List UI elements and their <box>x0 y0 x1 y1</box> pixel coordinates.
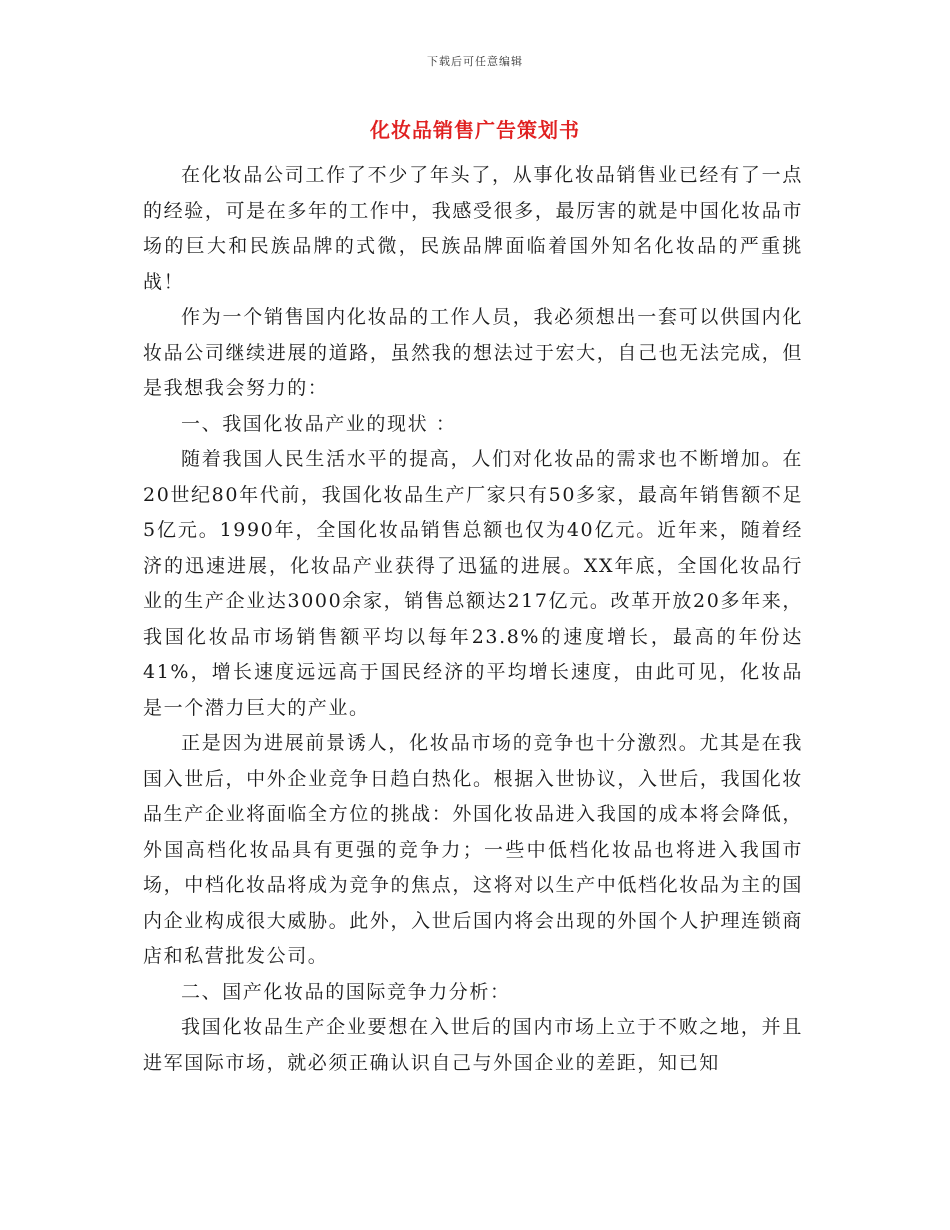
paragraph-competition: 正是因为进展前景诱人，化妆品市场的竞争也十分激烈。尤其是在我国入世后，中外企业竞争日趋白热化。根据入世协议，入世后，我国化妆品生产企业将面临全方位的挑战：外国化妆品进入我国的成本将会降低，外国高档化妆品具有更强的竞争力；一些中低档化妆品也将进入我国市场，中档化妆品将成为竞争的焦点，这将对以生产中低档化妆品为主的国内企业构成很大威胁。此外，入世后国内将会出现的外国个人护理连锁商店和私营批发公司。 <box>143 732 803 967</box>
paragraph-intro: 在化妆品公司工作了不少了年头了，从事化妆品销售业已经有了一点的经验，可是在多年的工作中，我感受很多，最厉害的就是中国化妆品市场的巨大和民族品牌的式微，民族品牌面临着国外知名化妆品的严重挑战！ <box>143 164 803 293</box>
section-heading-industry-status: 一、我国化妆品产业的现状 ： <box>181 412 457 435</box>
document-title: 化妆品销售广告策划书 <box>370 118 580 142</box>
section-heading-competitiveness: 二、国产化妆品的国际竞争力分析： <box>181 980 511 1003</box>
paragraph-industry-status: 随着我国人民生活水平的提高，人们对化妆品的需求也不断增加。在20世纪80年代前，我国化妆品生产厂家只有50多家，最高年销售额不足5亿元。1990年，全国化妆品销售总额也仅为40亿元。近年来，随着经济的迅速进展，化妆品产业获得了迅猛的进展。XX年底，全国化妆品行业的生产企业达3000余家，销售总额达217亿元。改革开放20多年来，我国化妆品市场销售额平均以每年23.8%的速度增长，最高的年份达41%，增长速度远远高于国民经济的平均增长速度，由此可见，化妆品是一个潜力巨大的产业。 <box>143 448 803 719</box>
page-header-note: 下载后可任意编辑 <box>427 55 523 68</box>
paragraph-purpose: 作为一个销售国内化妆品的工作人员，我必须想出一套可以供国内化妆品公司继续进展的道路，虽然我的想法过于宏大，自己也无法完成，但是我想我会努力的： <box>143 306 803 399</box>
document-body <box>143 158 803 1081</box>
paragraph-competitiveness: 我国化妆品生产企业要想在入世后的国内市场上立于不败之地，并且进军国际市场，就必须正确认识自己与外国企业的差距，知已知 <box>143 1016 803 1074</box>
